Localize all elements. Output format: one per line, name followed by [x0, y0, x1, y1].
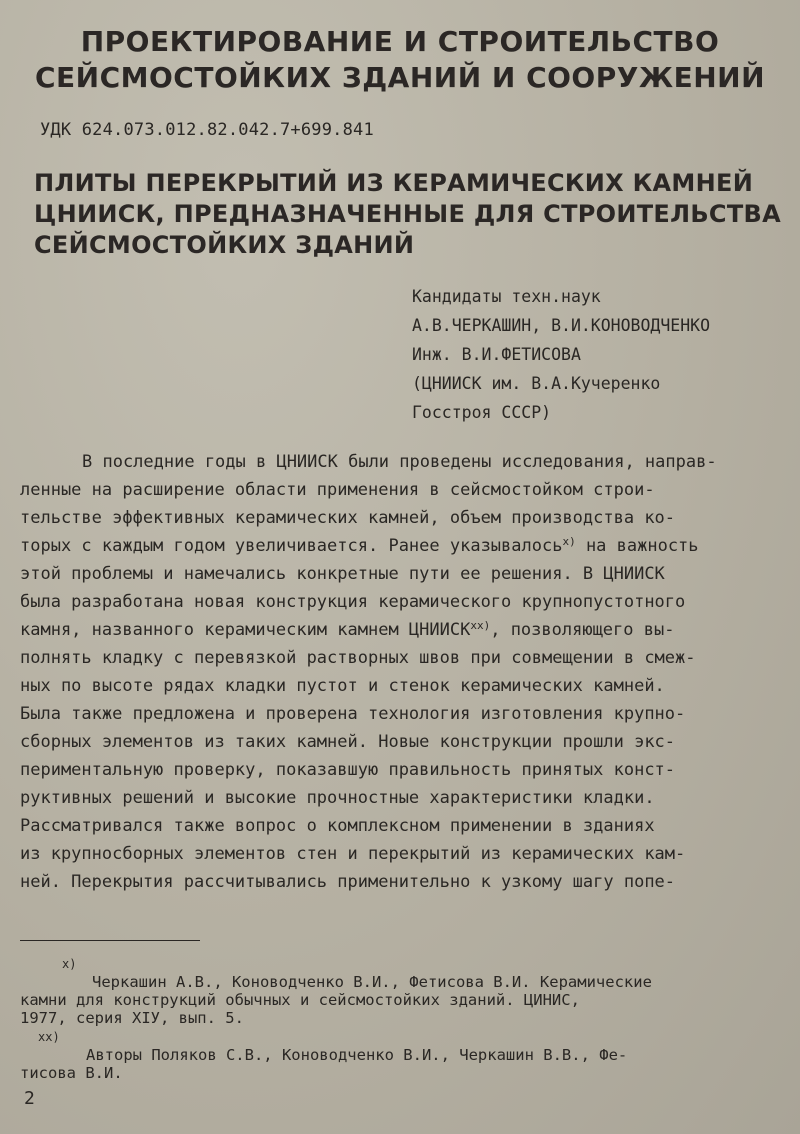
footnote-mark-2: хх) [38, 1030, 60, 1044]
body-text-span: камня, названного керамическим камнем ЦНИИСК [20, 620, 471, 640]
body-line: этой проблемы и намечались конкретные пути ее решения. В ЦНИИСК [20, 564, 665, 584]
section-header [0, 24, 800, 96]
body-line: ленные на расширение области применения в сейсмостойком строи- [20, 480, 655, 500]
footnote-line: Авторы Поляков С.В., Коноводченко В.И., Черкашин В.В., Фе- [86, 1046, 628, 1064]
body-line: Рассматривался также вопрос о комплексном применении в зданиях [20, 816, 655, 836]
footnote-ref-1: х) [562, 535, 576, 548]
body-line: тельстве эффективных керамических камней, объем производства ко- [20, 508, 676, 528]
body-line: В последние годы в ЦНИИСК были проведены исследования, направ- [82, 452, 717, 472]
footnote-1 [20, 954, 786, 973]
body-line: руктивных решений и высокие прочностные характеристики кладки. [20, 788, 655, 808]
article-title [34, 168, 794, 261]
footnote-divider [20, 940, 200, 941]
body-text-span: , позволяющего вы- [490, 620, 675, 640]
footnotes [20, 954, 786, 1082]
body-line: полнять кладку с перевязкой растворных швов при совмещении в смеж- [20, 648, 696, 668]
body-paragraph [20, 448, 786, 896]
body-line: Была также предложена и проверена технология изготовления крупно- [20, 704, 686, 724]
body-line: ных по высоте рядах кладки пустот и стенок керамических камней. [20, 676, 665, 696]
article-title-line: ЦНИИСК, ПРЕДНАЗНАЧЕННЫЕ ДЛЯ СТРОИТЕЛЬСТВА [34, 200, 781, 228]
author-institution: (ЦНИИСК им. В.А.Кучеренко [412, 374, 661, 393]
footnote-line: 1977, серия XIУ, вып. 5. [20, 1009, 244, 1027]
body-line: из крупносборных элементов стен и перекрытий из керамических кам- [20, 844, 686, 864]
section-title-line-1: ПРОЕКТИРОВАНИЕ И СТРОИТЕЛЬСТВО [80, 25, 720, 58]
author-engineer: Инж. В.И.ФЕТИСОВА [412, 345, 581, 364]
body-line [20, 532, 786, 560]
body-line: сборных элементов из таких камней. Новые конструкции прошли экс- [20, 732, 676, 752]
author-names: А.В.ЧЕРКАШИН, В.И.КОНОВОДЧЕНКО [412, 316, 711, 335]
page-number: 2 [24, 1088, 35, 1109]
section-title-line-2: СЕЙСМОСТОЙКИХ ЗДАНИЙ И СООРУЖЕНИЙ [34, 61, 766, 94]
article-title-line: ПЛИТЫ ПЕРЕКРЫТИЙ ИЗ КЕРАМИЧЕСКИХ КАМНЕЙ [34, 169, 754, 197]
footnote-line: тисова В.И. [20, 1064, 123, 1082]
body-line: была разработана новая конструкция керамического крупнопустотного [20, 592, 686, 612]
footnote-mark-1: х) [62, 957, 77, 971]
body-line: периментальную проверку, показавшую правильность принятых конст- [20, 760, 676, 780]
body-text-span: на важность [575, 536, 699, 556]
author-degree: Кандидаты техн.наук [412, 287, 601, 306]
body-text-span: торых с каждым годом увеличивается. Ранее указывалось [20, 536, 563, 556]
footnote-2 [20, 1027, 786, 1046]
body-line [20, 616, 786, 644]
footnote-line: камни для конструкций обычных и сейсмостойких зданий. ЦИНИС, [20, 991, 580, 1009]
authors-block [412, 282, 710, 427]
footnote-ref-2: хх) [470, 619, 491, 632]
article-title-line: СЕЙСМОСТОЙКИХ ЗДАНИЙ [34, 231, 415, 259]
footnote-line: Черкашин А.В., Коноводченко В.И., Фетисова В.И. Керамические [92, 973, 652, 991]
body-line: ней. Перекрытия рассчитывались применительно к узкому шагу попе- [20, 872, 676, 892]
author-institution-cont: Госстроя СССР) [412, 403, 552, 422]
udc-code: УДК 624.073.012.82.042.7+699.841 [40, 120, 374, 140]
